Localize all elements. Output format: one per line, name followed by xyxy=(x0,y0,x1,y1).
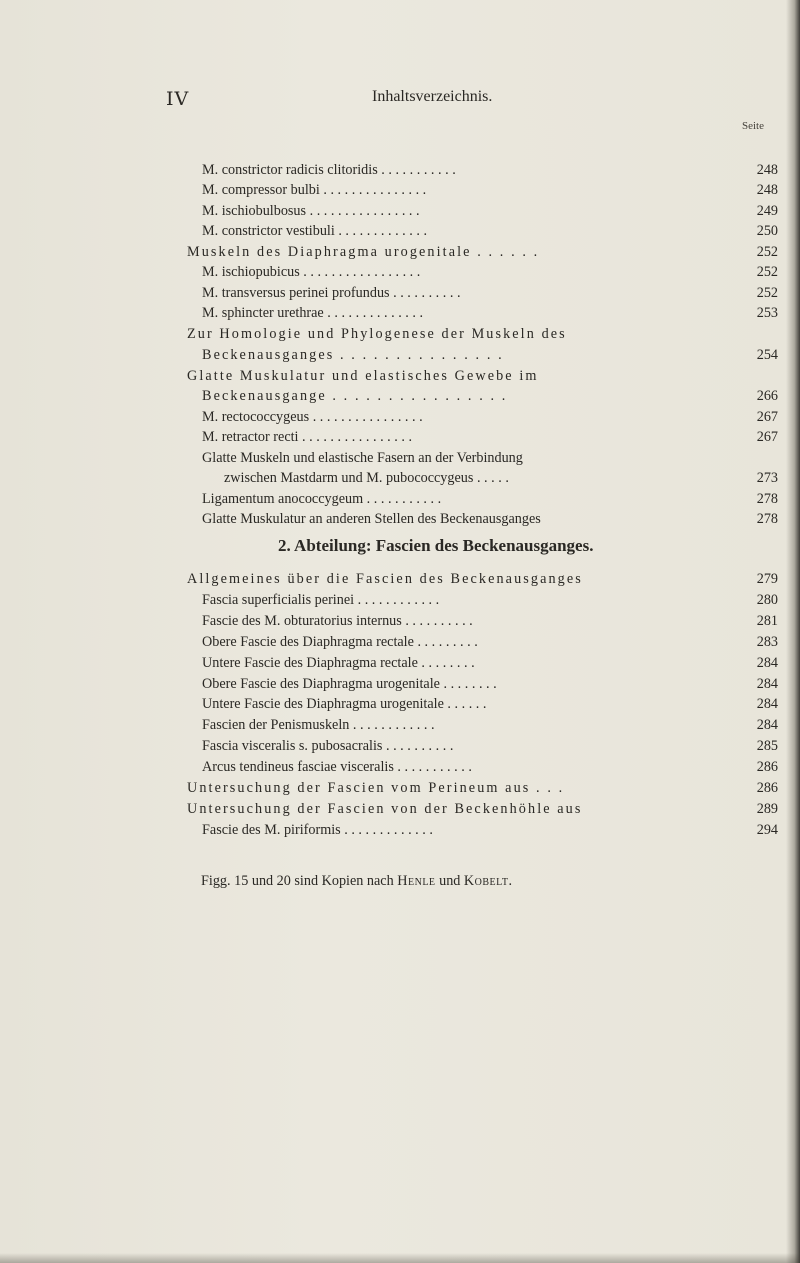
toc-entry-page: 281 xyxy=(756,613,778,629)
toc-entry-page: 284 xyxy=(756,717,778,733)
toc-entry xyxy=(0,778,800,798)
toc-entry xyxy=(0,674,800,694)
toc-entry xyxy=(0,590,800,610)
toc-entry xyxy=(0,820,800,840)
toc-entry-page: 280 xyxy=(756,592,778,608)
toc-entry xyxy=(0,468,800,488)
note-suffix: . xyxy=(508,873,513,889)
toc-entry xyxy=(0,242,800,262)
toc-entry-title: M. rectococcygeus . . . . . . . . . . . . . . . . xyxy=(202,409,423,425)
toc-entry-page: 278 xyxy=(756,491,778,507)
toc-entry-title: Zur Homologie und Phylogenese der Muskeln des xyxy=(187,326,567,342)
toc-entry-title: M. transversus perinei profundus . . . . . . . . . . xyxy=(202,285,461,301)
toc-entry xyxy=(0,180,800,200)
toc-entry xyxy=(0,694,800,714)
toc-entry-title: Obere Fascie des Diaphragma urogenitale . . . . . . . . xyxy=(202,676,497,692)
toc-entry-page: 254 xyxy=(756,347,778,363)
page-edge-shadow xyxy=(786,0,800,1263)
toc-entry xyxy=(0,407,800,427)
toc-entry xyxy=(0,303,800,323)
toc-entry xyxy=(0,489,800,509)
author-kobelt: Kobelt xyxy=(463,873,509,889)
toc-entry-title: Obere Fascie des Diaphragma rectale . . . . . . . . . xyxy=(202,634,478,650)
toc-entry-title: Arcus tendineus fasciae visceralis . . . . . . . . . . . xyxy=(202,759,472,775)
toc-entry-page: 248 xyxy=(756,182,778,198)
toc-entry-title: Untersuchung der Fascien von der Beckenhöhle aus xyxy=(187,801,583,817)
toc-entry-page: 266 xyxy=(756,388,778,404)
toc-entry-title: Untere Fascie des Diaphragma rectale . . . . . . . . xyxy=(202,655,475,671)
toc-entry-title: Glatte Muskeln und elastische Fasern an der Verbindung xyxy=(202,450,523,466)
toc-entry-page: 267 xyxy=(756,409,778,425)
toc-entry-title: Glatte Muskulatur an anderen Stellen des Beckenausganges xyxy=(202,511,541,527)
toc-entry-page: 283 xyxy=(756,634,778,650)
toc-entry-page: 252 xyxy=(756,285,778,301)
note-joiner: und xyxy=(435,873,464,889)
toc-entry xyxy=(0,757,800,777)
toc-entry-page: 285 xyxy=(756,738,778,754)
toc-entry xyxy=(0,509,800,529)
toc-entry-title: Fascie des M. piriformis . . . . . . . . . . . . . xyxy=(202,822,433,838)
toc-entry-page: 267 xyxy=(756,429,778,445)
toc-entry xyxy=(0,715,800,735)
toc-entry xyxy=(0,427,800,447)
toc-entry-page: 289 xyxy=(756,801,778,817)
toc-entry-page: 278 xyxy=(756,511,778,527)
toc-entry xyxy=(0,283,800,303)
toc-entry-page: 286 xyxy=(756,780,778,796)
toc-entry xyxy=(0,736,800,756)
toc-entry-title: Untersuchung der Fascien vom Perineum aus . . . xyxy=(187,780,565,796)
toc-entry xyxy=(0,262,800,282)
toc-entry xyxy=(0,221,800,241)
toc-entry-page: 279 xyxy=(756,571,778,587)
toc-entry-title: M. retractor recti . . . . . . . . . . . . . . . . xyxy=(202,429,412,445)
toc-entry-title: M. sphincter urethrae . . . . . . . . . . . . . . xyxy=(202,305,424,321)
toc-entry-page: 253 xyxy=(756,305,778,321)
toc-entry-title: zwischen Mastdarm und M. pubococcygeus . . . . . xyxy=(224,470,509,486)
toc-entry xyxy=(0,632,800,652)
toc-entry-title: Fascien der Penismuskeln . . . . . . . . . . . . xyxy=(202,717,435,733)
toc-entry xyxy=(0,653,800,673)
toc-entry-page: 286 xyxy=(756,759,778,775)
toc-entry-page: 252 xyxy=(756,264,778,280)
toc-entry-title: M. ischiobulbosus . . . . . . . . . . . . . . . . xyxy=(202,203,420,219)
toc-entry-page: 248 xyxy=(756,162,778,178)
figure-credit-note xyxy=(201,873,512,890)
page-header xyxy=(166,88,780,112)
page-column-label: Seite xyxy=(742,120,764,132)
toc-entry-title: Fascie des M. obturatorius internus . . . . . . . . . . xyxy=(202,613,473,629)
note-prefix: Figg. 15 und 20 sind Kopien nach xyxy=(201,873,398,889)
toc-entry-title: Beckenausgange . . . . . . . . . . . . . . . . xyxy=(202,388,508,404)
toc-entry xyxy=(0,799,800,819)
toc-entry xyxy=(0,611,800,631)
toc-entry-title: M. constrictor vestibuli . . . . . . . . . . . . . xyxy=(202,223,428,239)
toc-entry xyxy=(0,324,800,344)
toc-entry xyxy=(0,569,800,589)
toc-entry-title: Ligamentum anococcygeum . . . . . . . . . . . xyxy=(202,491,442,507)
toc-entry-title: Untere Fascie des Diaphragma urogenitale . . . . . . xyxy=(202,696,487,712)
toc-entry xyxy=(0,201,800,221)
toc-entry-page: 273 xyxy=(756,470,778,486)
toc-entry-title: M. ischiopubicus . . . . . . . . . . . . . . . . . xyxy=(202,264,421,280)
toc-entry-title: Fascia visceralis s. pubosacralis . . . . . . . . . . xyxy=(202,738,454,754)
toc-entry-title: Beckenausganges . . . . . . . . . . . . . . . xyxy=(202,347,504,363)
page-number: IV xyxy=(166,88,190,110)
toc-entry-title: Fascia superficialis perinei . . . . . . . . . . . . xyxy=(202,592,440,608)
toc-entry-page: 284 xyxy=(756,655,778,671)
toc-entry-page: 284 xyxy=(756,696,778,712)
toc-entry xyxy=(0,448,800,468)
toc-entry-title: Muskeln des Diaphragma urogenitale . . . . . . xyxy=(187,244,540,260)
toc-entry-page: 284 xyxy=(756,676,778,692)
toc-entry-title: Glatte Muskulatur und elastisches Gewebe im xyxy=(187,368,539,384)
toc-entry xyxy=(0,160,800,180)
toc-entry-page: 252 xyxy=(756,244,778,260)
toc-entry xyxy=(0,345,800,365)
toc-entry-title: M. constrictor radicis clitoridis . . . . . . . . . . . xyxy=(202,162,456,178)
author-henle: Henle xyxy=(397,873,436,889)
toc-entry-page: 250 xyxy=(756,223,778,239)
toc-entry-title: Allgemeines über die Fascien des Beckenausganges xyxy=(187,571,583,587)
running-title: Inhaltsverzeichnis. xyxy=(372,88,493,105)
section-heading: 2. Abteilung: Fascien des Beckenausganges. xyxy=(278,536,594,555)
toc-entry-page: 249 xyxy=(756,203,778,219)
toc-entry-page: 294 xyxy=(756,822,778,838)
page-bottom-shadow xyxy=(0,1253,800,1263)
toc-entry xyxy=(0,386,800,406)
toc-entry-title: M. compressor bulbi . . . . . . . . . . . . . . . xyxy=(202,182,427,198)
toc-entry xyxy=(0,366,800,386)
